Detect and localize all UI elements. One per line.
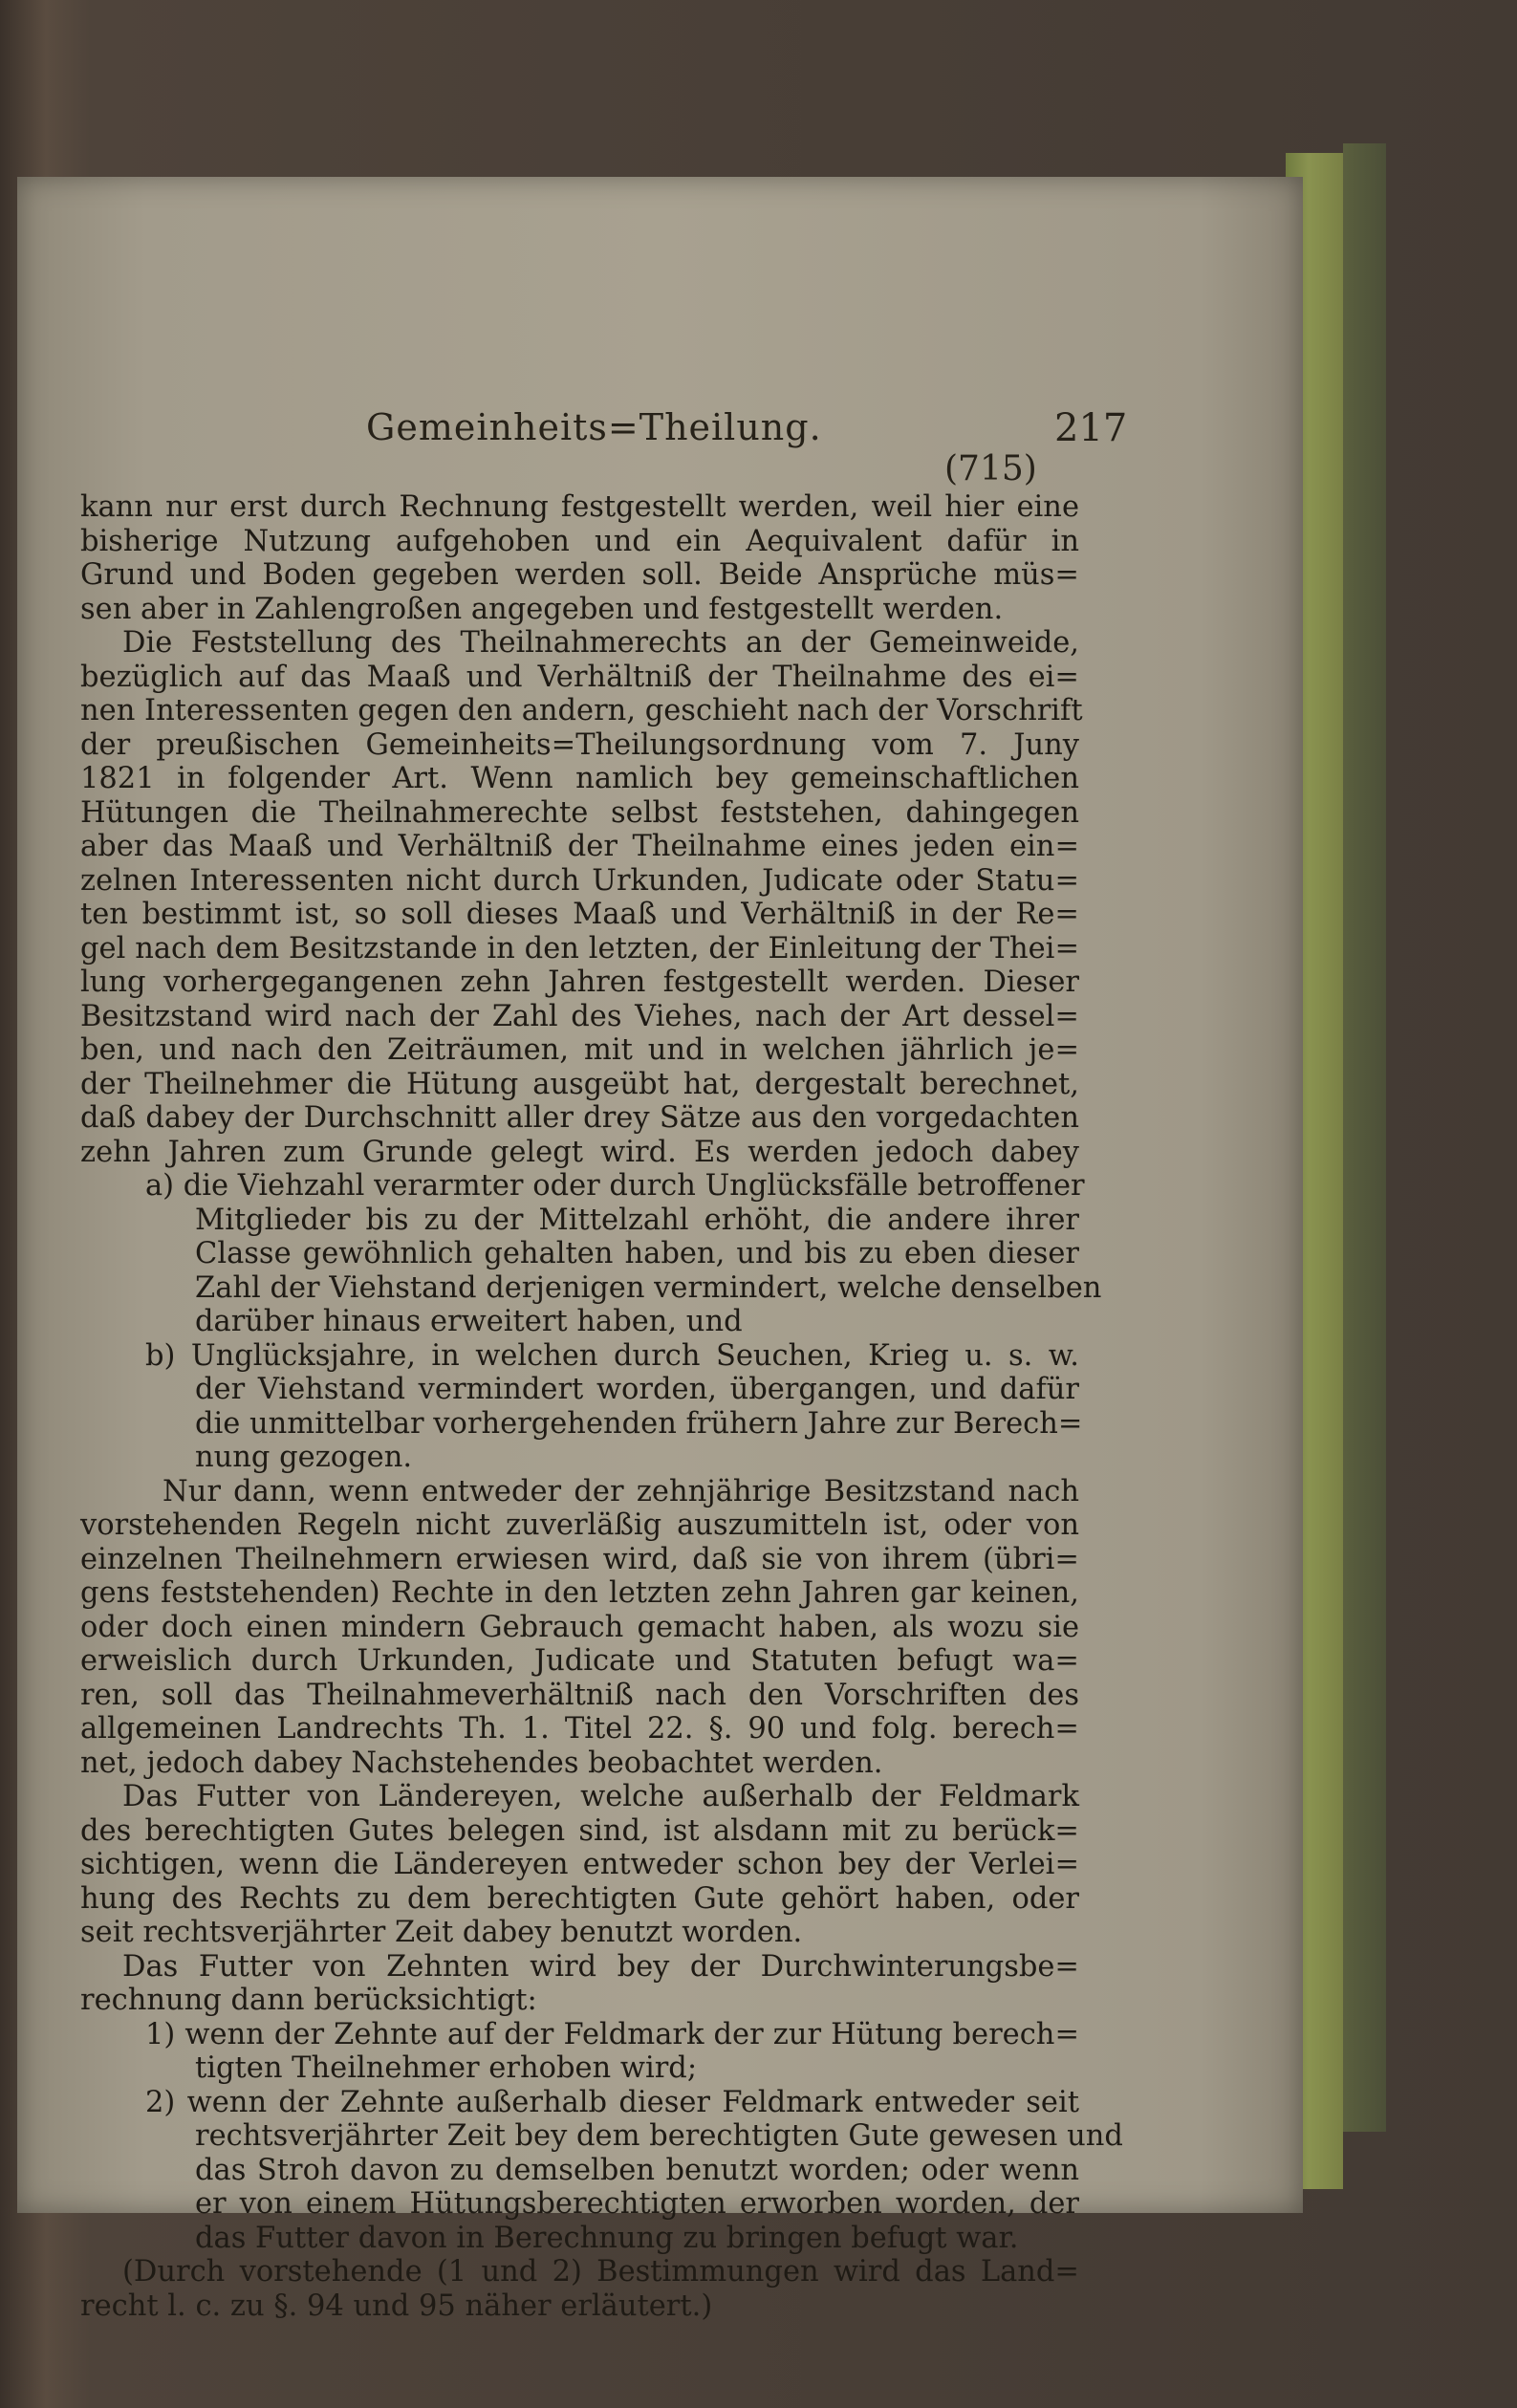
text-line: Die Feststellung des Theilnahmerechts an der Gemeinweide, xyxy=(122,626,1079,660)
text-line: des berechtigten Gutes belegen sind, ist alsdann mit zu berück= xyxy=(80,1813,1079,1848)
text-line: zelnen Interessenten nicht durch Urkunden, Judicate oder Statu= xyxy=(80,863,1079,898)
text-line: einzelnen Theilnehmern erwiesen wird, daß sie von ihrem (übri= xyxy=(80,1542,1079,1576)
text-line: ben, und nach den Zeiträumen, mit und in welchen jährlich je= xyxy=(80,1033,1079,1067)
text-line: net, jedoch dabey Nachstehendes beobachtet werden. xyxy=(80,1746,883,1780)
text-line: darüber hinaus erweitert haben, und xyxy=(195,1305,743,1338)
running-title: Gemeinheits=Theilung. xyxy=(366,406,822,448)
text-line: zehn Jahren zum Grunde gelegt wird. Es werden jedoch dabey xyxy=(80,1135,1079,1169)
text-line: der Viehstand vermindert worden, übergangen, und dafür xyxy=(195,1373,1079,1406)
text-line: der Theilnehmer die Hütung ausgeübt hat, dergestalt berechnet, xyxy=(80,1067,1079,1101)
text-line: Das Futter von Ländereyen, welche außerhalb der Feldmark xyxy=(122,1780,1079,1813)
text-line: Mitglieder bis zu der Mittelzahl erhöht, die andere ihrer xyxy=(195,1203,1079,1237)
text-line: Nur dann, wenn entweder der zehnjährige Besitzstand nach xyxy=(163,1474,1079,1508)
text-line: kann nur erst durch Rechnung festgestellt werden, weil hier eine xyxy=(80,490,1079,524)
text-line: 2) wenn der Zehnte außerhalb dieser Feldmark entweder seit xyxy=(145,2085,1079,2119)
text-line: der preußischen Gemeinheits=Theilungsordnung vom 7. Juny xyxy=(80,727,1079,762)
body-text xyxy=(80,490,1123,2323)
text-line: allgemeinen Landrechts Th. 1. Titel 22. §. 90 und folg. berech= xyxy=(80,1712,1079,1746)
text-line: b) Unglücksjahre, in welchen durch Seuchen, Krieg u. s. w. xyxy=(145,1338,1079,1373)
text-line: Besitzstand wird nach der Zahl des Viehes, nach der Art dessel= xyxy=(80,999,1079,1033)
text-line: tigten Theilnehmer erhoben wird; xyxy=(195,2051,698,2085)
text-line: nen Interessenten gegen den andern, geschieht nach der Vorschrift xyxy=(80,694,1083,727)
text-line: nung gezogen. xyxy=(195,1441,413,1474)
text-line: gel nach dem Besitzstande in den letzten, der Einleitung der Thei= xyxy=(80,931,1079,965)
text-line: Hütungen die Theilnahmerechte selbst feststehen, dahingegen xyxy=(80,795,1079,830)
section-number: (715) xyxy=(944,449,1037,488)
text-line: vorstehenden Regeln nicht zuverläßig auszumitteln ist, oder von xyxy=(80,1508,1079,1542)
text-line: recht l. c. zu §. 94 und 95 näher erläutert.) xyxy=(80,2289,713,2323)
page-header xyxy=(17,406,1303,464)
text-line: das Stroh davon zu demselben benutzt worden; oder wenn xyxy=(195,2153,1079,2187)
book-page xyxy=(17,177,1303,2323)
text-line: das Futter davon in Berechnung zu bringen befugt war. xyxy=(195,2221,1019,2255)
text-line: er von einem Hütungsberechtigten erworben worden, der xyxy=(195,2187,1079,2221)
text-line: gens feststehenden) Rechte in den letzten zehn Jahren gar keinen, xyxy=(80,1576,1079,1610)
text-line: bisherige Nutzung aufgehoben und ein Aequivalent dafür in xyxy=(80,524,1079,558)
text-line: bezüglich auf das Maaß und Verhältniß der Theilnahme des ei= xyxy=(80,660,1079,694)
text-line: rechnung dann berücksichtigt: xyxy=(80,1984,537,2017)
text-line: die unmittelbar vorhergehenden frühern Jahre zur Berech= xyxy=(195,1406,1083,1441)
text-line: 1) wenn der Zehnte auf der Feldmark der zur Hütung berech= xyxy=(145,2017,1079,2051)
text-line: a) die Viehzahl verarmter oder durch Unglücksfälle betroffener xyxy=(145,1169,1085,1203)
text-line: aber das Maaß und Verhältniß der Theilnahme eines jeden ein= xyxy=(80,830,1079,863)
text-line: 1821 in folgender Art. Wenn namlich bey gemeinschaftlichen xyxy=(80,762,1079,795)
book-cover-edge xyxy=(1343,143,1386,2132)
text-line: ren, soll das Theilnahmeverhältniß nach den Vorschriften des xyxy=(80,1678,1079,1712)
text-line: sichtigen, wenn die Ländereyen entweder schon bey der Verlei= xyxy=(80,1848,1079,1881)
text-line: Grund und Boden gegeben werden soll. Beide Ansprüche müs= xyxy=(80,558,1079,592)
text-line: Zahl der Viehstand derjenigen vermindert, welche denselben xyxy=(195,1270,1102,1305)
text-line: lung vorhergegangenen zehn Jahren festgestellt werden. Dieser xyxy=(80,965,1079,999)
text-line: Das Futter von Zehnten wird bey der Durchwinterungsbe= xyxy=(122,1949,1079,1984)
text-line: erweislich durch Urkunden, Judicate und Statuten befugt wa= xyxy=(80,1644,1079,1678)
text-line: (Durch vorstehende (1 und 2) Bestimmungen wird das Land= xyxy=(122,2255,1079,2289)
text-line: oder doch einen mindern Gebrauch gemacht haben, als wozu sie xyxy=(80,1610,1079,1644)
text-line: ten bestimmt ist, so soll dieses Maaß und Verhältniß in der Re= xyxy=(80,898,1079,931)
text-line: daß dabey der Durchschnitt aller drey Sätze aus den vorgedachten xyxy=(80,1101,1079,1135)
text-line: rechtsverjährter Zeit bey dem berechtigten Gute gewesen und xyxy=(195,2119,1123,2153)
text-line: sen aber in Zahlengroßen angegeben und festgestellt werden. xyxy=(80,592,1004,626)
text-line: seit rechtsverjährter Zeit dabey benutzt worden. xyxy=(80,1916,803,1949)
text-line: hung des Rechts zu dem berechtigten Gute gehört haben, oder xyxy=(80,1881,1079,1916)
page-number: 217 xyxy=(1054,406,1128,450)
text-line: Classe gewöhnlich gehalten haben, und bis zu eben dieser xyxy=(195,1237,1079,1270)
